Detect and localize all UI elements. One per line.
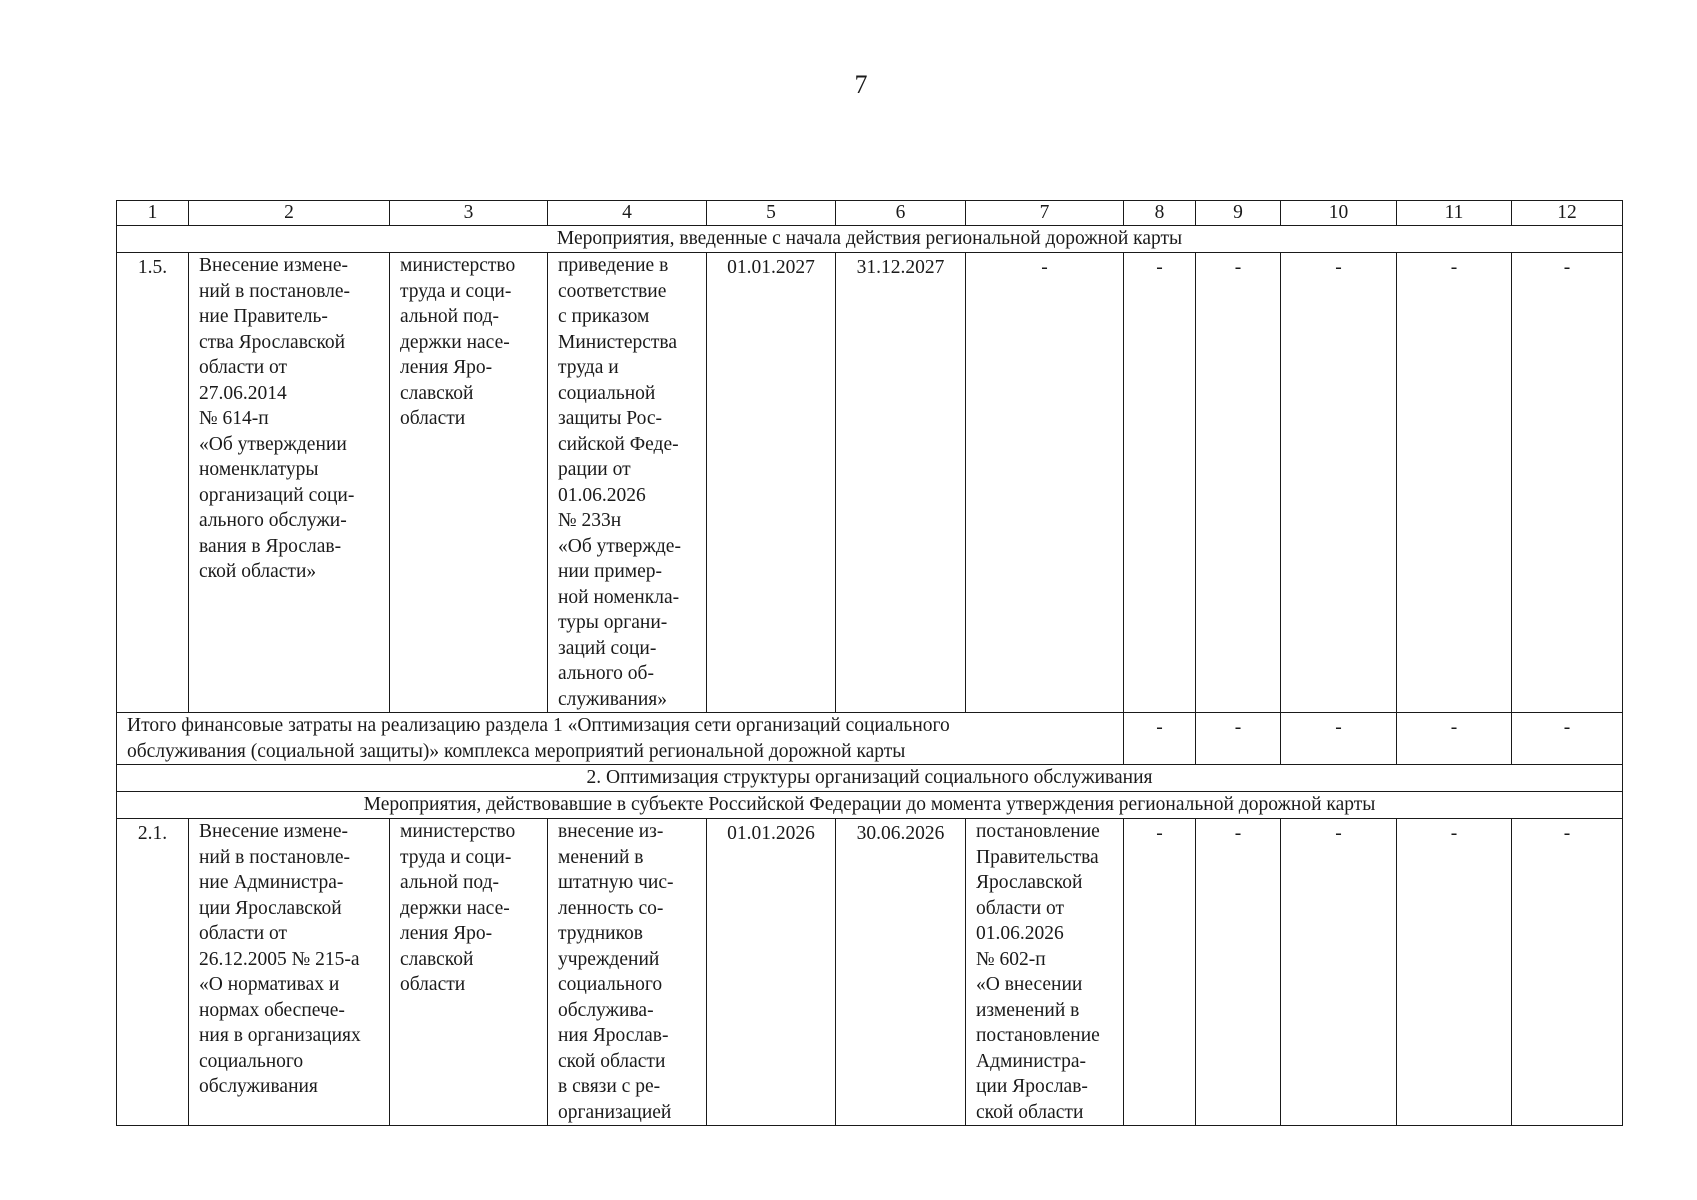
page-number: 7: [854, 70, 868, 99]
value-cell: -: [1124, 713, 1196, 765]
column-header: 9: [1196, 201, 1281, 226]
measure-cell: Внесение измене- ний в постановле- ние Правитель- ства Ярославской области от 27.06.2014 № 614-п «Об утверждении номенклатуры организаций соци- ального обслужи- вания в Ярослав- ской области»: [189, 253, 390, 713]
value-cell: -: [1281, 713, 1397, 765]
value-cell: -: [1196, 713, 1281, 765]
start-date: 01.01.2027: [707, 253, 836, 713]
value-cell: -: [1397, 253, 1512, 713]
value-cell: -: [1512, 819, 1623, 1126]
section-row: [117, 792, 1623, 819]
document-cell: постановление Правительства Ярославской области от 01.06.2026 № 602-п «О внесении изменений в постановление Администра- ции Ярослав- ской области: [966, 819, 1124, 1126]
value-cell: -: [1397, 819, 1512, 1126]
value-cell: -: [1124, 819, 1196, 1126]
column-header: 6: [836, 201, 966, 226]
value-cell: -: [1196, 253, 1281, 713]
section-title: Мероприятия, действовавшие в субъекте Российской Федерации до момента утверждения региональной дорожной карты: [117, 792, 1623, 819]
column-header: 4: [548, 201, 707, 226]
row-number: 2.1.: [117, 819, 189, 1126]
value-cell: -: [1196, 819, 1281, 1126]
column-header: 3: [390, 201, 548, 226]
column-header: 1: [117, 201, 189, 226]
section-row: [117, 765, 1623, 792]
table-row: [117, 819, 1623, 1126]
value-cell: -: [1512, 713, 1623, 765]
document-cell: -: [966, 253, 1124, 713]
column-header: 2: [189, 201, 390, 226]
column-header: 7: [966, 201, 1124, 226]
column-header: 10: [1281, 201, 1397, 226]
header-row: [117, 201, 1623, 226]
result-cell: приведение в соответствие с приказом Министерства труда и социальной защиты Рос- сийской Феде- рации от 01.06.2026 № 233н «Об утвержде- нии пример- ной номенкла- туры органи- заций соци- ального об- служивания»: [548, 253, 707, 713]
value-cell: -: [1512, 253, 1623, 713]
total-label: Итого финансовые затраты на реализацию раздела 1 «Оптимизация сети организаций социального обслуживания (социальной защиты)» комплекса мероприятий региональной дорожной карты: [117, 713, 1124, 765]
section-title: 2. Оптимизация структуры организаций социального обслуживания: [117, 765, 1623, 792]
responsible-cell: министерство труда и соци- альной под- держки насе- ления Яро- славской области: [390, 253, 548, 713]
roadmap-table: [116, 200, 1623, 1126]
column-header: 11: [1397, 201, 1512, 226]
result-cell: внесение из- менений в штатную чис- ленность со- трудников учреждений социального обслужива- ния Ярослав- ской области в связи с ре- организацией: [548, 819, 707, 1126]
section-title: Мероприятия, введенные с начала действия региональной дорожной карты: [117, 226, 1623, 253]
total-row: [117, 713, 1623, 765]
column-header: 8: [1124, 201, 1196, 226]
value-cell: -: [1397, 713, 1512, 765]
row-number: 1.5.: [117, 253, 189, 713]
responsible-cell: министерство труда и соци- альной под- держки насе- ления Яро- славской области: [390, 819, 548, 1126]
value-cell: -: [1124, 253, 1196, 713]
end-date: 31.12.2027: [836, 253, 966, 713]
value-cell: -: [1281, 819, 1397, 1126]
column-header: 5: [707, 201, 836, 226]
value-cell: -: [1281, 253, 1397, 713]
table-row: [117, 253, 1623, 713]
section-row: [117, 226, 1623, 253]
start-date: 01.01.2026: [707, 819, 836, 1126]
column-header: 12: [1512, 201, 1623, 226]
measure-cell: Внесение измене- ний в постановле- ние Администра- ции Ярославской области от 26.12.2005 № 215-а «О нормативах и нормах обеспече- ния в организациях социального обслуживания: [189, 819, 390, 1126]
end-date: 30.06.2026: [836, 819, 966, 1126]
